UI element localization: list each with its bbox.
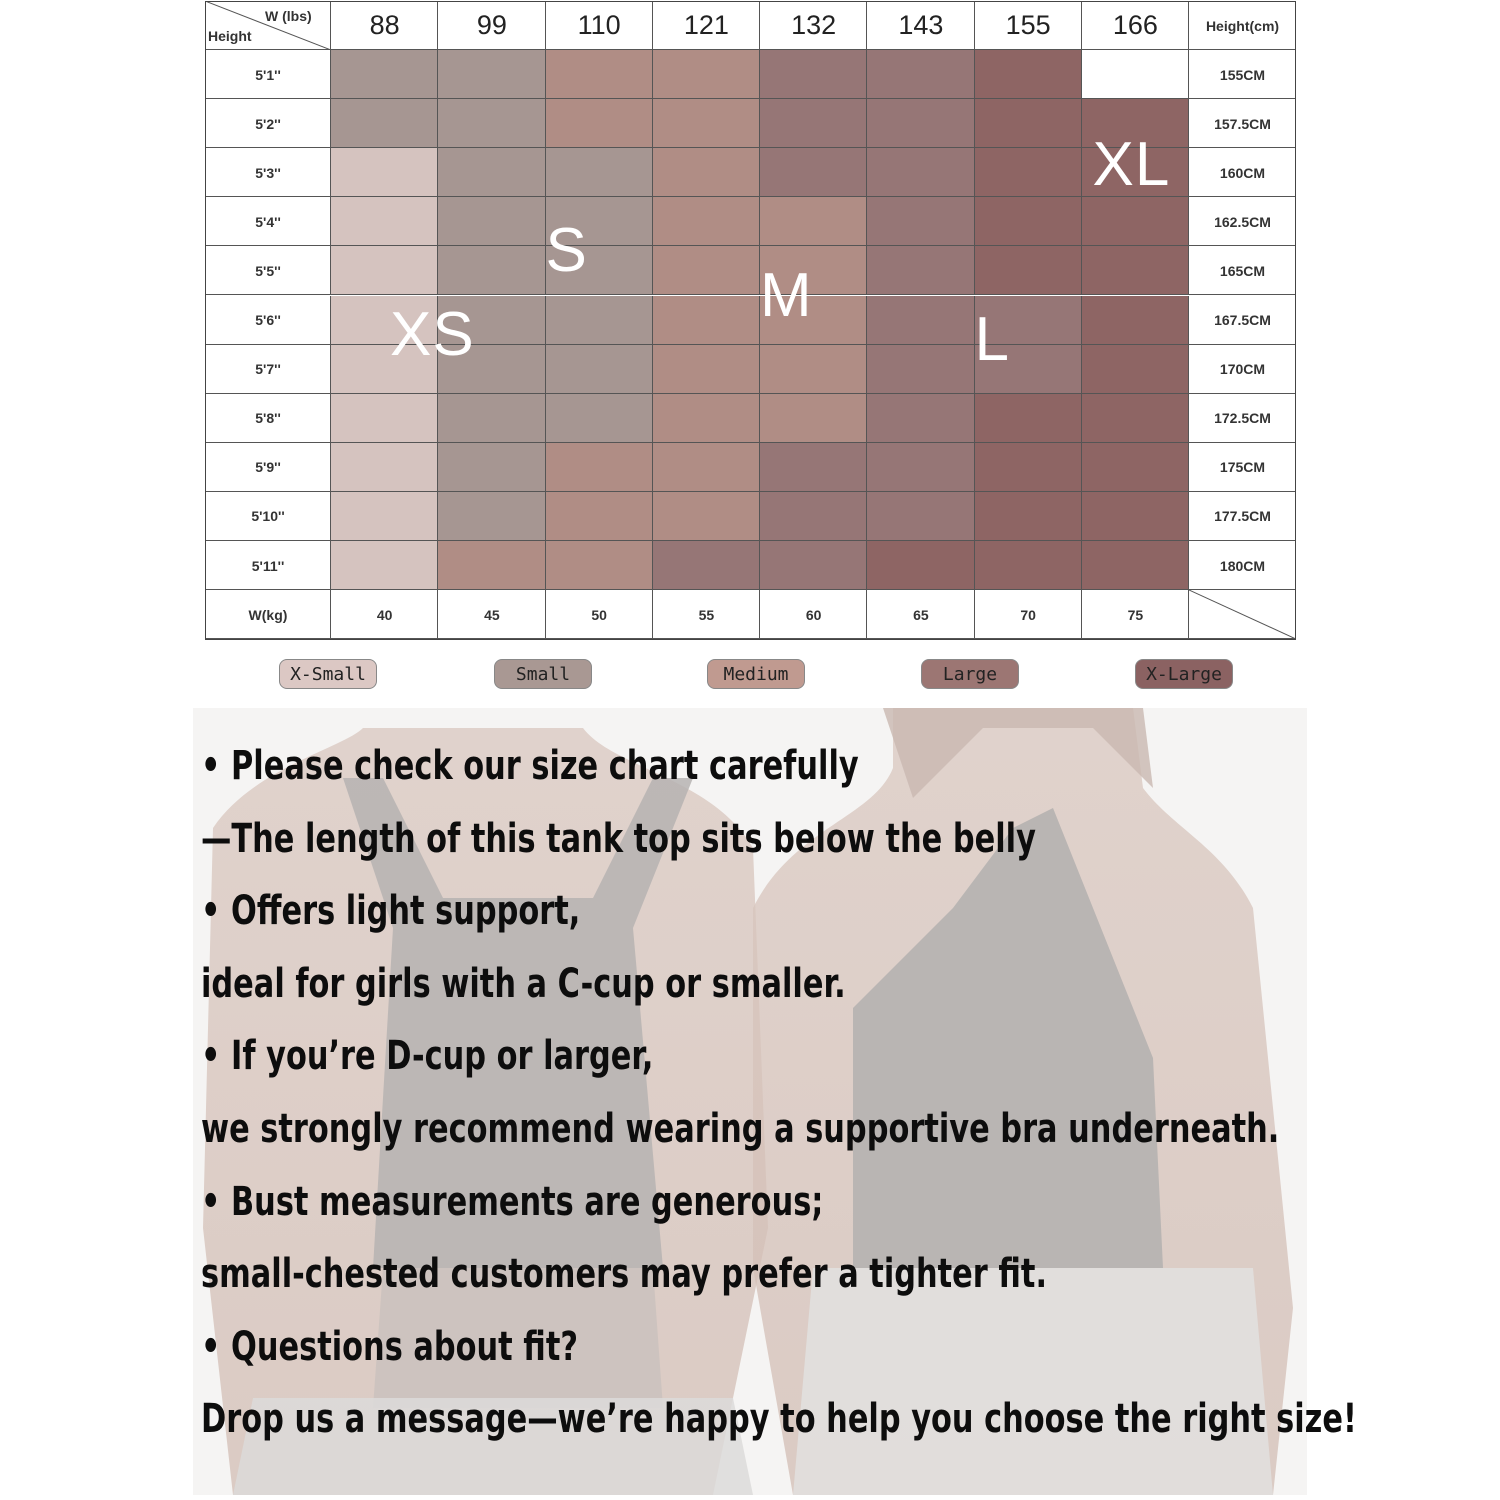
size-cell xyxy=(760,443,867,492)
size-cell xyxy=(653,492,760,541)
size-region-label: L xyxy=(974,304,1010,374)
size-cell xyxy=(975,99,1082,148)
size-legend xyxy=(0,655,1500,695)
footer-corner-diagonal xyxy=(1189,590,1296,639)
size-cell xyxy=(975,394,1082,443)
size-cell xyxy=(546,345,653,394)
legend-pill: Small xyxy=(494,659,592,689)
height-ft-label: 5'8'' xyxy=(255,410,281,427)
size-cell xyxy=(438,541,545,590)
size-cell xyxy=(975,197,1082,246)
size-region-label: XL xyxy=(1092,130,1171,200)
size-cell xyxy=(546,443,653,492)
size-cell xyxy=(867,345,974,394)
height-cm-label: 155CM xyxy=(1219,66,1266,83)
size-cell xyxy=(331,394,438,443)
legend-pill: Large xyxy=(921,659,1019,689)
size-cell xyxy=(653,148,760,197)
height-ft-label: 5'9'' xyxy=(255,459,281,476)
legend-pill: X-Large xyxy=(1135,659,1233,689)
height-cm-label: 167.5CM xyxy=(1214,312,1271,329)
size-cell xyxy=(438,99,545,148)
size-cell xyxy=(760,541,867,590)
size-cell xyxy=(760,345,867,394)
size-cell xyxy=(331,148,438,197)
size-cell xyxy=(546,541,653,590)
size-cell xyxy=(653,394,760,443)
size-cell xyxy=(867,296,974,345)
height-cm-label: 170CM xyxy=(1219,361,1266,378)
size-cell xyxy=(438,246,545,295)
weight-lbs-header: 110 xyxy=(577,10,621,40)
size-cell xyxy=(975,541,1082,590)
weight-kg-label: W(kg) xyxy=(248,606,288,623)
height-ft-label: 5'2'' xyxy=(255,115,281,132)
weight-kg-value: 65 xyxy=(913,606,929,623)
size-cell xyxy=(331,443,438,492)
size-cell xyxy=(1082,246,1189,295)
size-notes xyxy=(201,740,1357,1466)
size-cell xyxy=(1082,541,1189,590)
size-cell xyxy=(331,541,438,590)
size-cell xyxy=(653,345,760,394)
corner-weight-label: W (lbs) xyxy=(265,8,312,24)
note-line: Drop us a message—we’re happy to help you choose the right size! xyxy=(201,1396,1357,1443)
size-cell xyxy=(867,541,974,590)
size-cell xyxy=(867,99,974,148)
weight-kg-value: 75 xyxy=(1127,606,1144,623)
size-cell xyxy=(438,492,545,541)
size-cell xyxy=(653,541,760,590)
size-cell xyxy=(331,197,438,246)
height-cm-label: 165CM xyxy=(1219,262,1266,279)
size-cell xyxy=(975,246,1082,295)
size-cell xyxy=(331,99,438,148)
size-cell xyxy=(1082,197,1189,246)
legend-pill: Medium xyxy=(707,659,805,689)
size-cell xyxy=(653,197,760,246)
height-ft-label: 5'10'' xyxy=(251,508,285,525)
size-cell xyxy=(760,394,867,443)
size-cell xyxy=(546,50,653,99)
size-cell xyxy=(653,246,760,295)
note-line: small-chested customers may prefer a tighter fit. xyxy=(201,1251,1047,1298)
note-line: • If you’re D-cup or larger, xyxy=(201,1033,654,1080)
height-ft-label: 5'4'' xyxy=(255,213,281,230)
legend-pill: X-Small xyxy=(279,659,377,689)
height-ft-label: 5'3'' xyxy=(255,164,281,181)
note-line: • Offers light support, xyxy=(201,888,581,935)
size-cell xyxy=(975,50,1082,99)
size-cell xyxy=(1082,345,1189,394)
size-region-label: XS xyxy=(389,299,475,369)
weight-kg-value: 50 xyxy=(591,606,607,623)
note-line: we strongly recommend wearing a supportive bra underneath. xyxy=(201,1105,1280,1152)
height-ft-label: 5'1'' xyxy=(255,66,281,83)
size-cell xyxy=(760,197,867,246)
size-cell xyxy=(867,246,974,295)
size-cell xyxy=(1082,394,1189,443)
height-cm-label: 157.5CM xyxy=(1214,115,1271,132)
size-cell xyxy=(653,50,760,99)
size-cell xyxy=(438,394,545,443)
height-cm-header: Height(cm) xyxy=(1205,17,1280,34)
note-line: —The length of this tank top sits below the belly xyxy=(201,815,1036,862)
size-cell xyxy=(867,197,974,246)
note-line: • Please check our size chart carefully xyxy=(201,743,859,789)
size-cell xyxy=(438,443,545,492)
height-cm-label: 160CM xyxy=(1219,164,1266,181)
height-cm-label: 180CM xyxy=(1219,557,1266,574)
size-cell xyxy=(1082,443,1189,492)
height-cm-label: 177.5CM xyxy=(1214,508,1271,525)
size-cell xyxy=(546,148,653,197)
size-cell xyxy=(975,148,1082,197)
weight-lbs-header: 132 xyxy=(791,10,837,40)
weight-kg-value: 45 xyxy=(484,606,500,623)
size-cell xyxy=(653,443,760,492)
size-region-label: M xyxy=(760,260,813,330)
note-line: • Questions about fit? xyxy=(201,1323,578,1370)
weight-kg-value: 70 xyxy=(1020,606,1036,623)
size-cell xyxy=(867,148,974,197)
note-line: ideal for girls with a C-cup or smaller. xyxy=(201,960,846,1007)
height-ft-label: 5'5'' xyxy=(255,262,281,279)
size-cell xyxy=(438,197,545,246)
weight-lbs-header: 166 xyxy=(1112,10,1158,40)
size-cell xyxy=(867,394,974,443)
size-cell xyxy=(438,50,545,99)
size-cell xyxy=(1082,296,1189,345)
height-ft-label: 5'11'' xyxy=(251,557,285,574)
weight-kg-value: 55 xyxy=(698,606,715,623)
weight-lbs-header: 99 xyxy=(476,10,507,40)
size-cell xyxy=(867,443,974,492)
weight-lbs-header: 155 xyxy=(1005,10,1051,40)
size-cell xyxy=(653,99,760,148)
size-cell xyxy=(975,492,1082,541)
size-region-label: S xyxy=(545,216,588,286)
height-ft-label: 5'6'' xyxy=(255,312,281,329)
size-cell xyxy=(546,99,653,148)
size-grid xyxy=(205,1,1296,640)
weight-lbs-header: 143 xyxy=(898,10,944,40)
size-cell xyxy=(1082,50,1189,99)
size-cell xyxy=(546,394,653,443)
corner-height-label: Height xyxy=(208,28,252,44)
weight-kg-value: 40 xyxy=(376,606,393,623)
height-ft-label: 5'7'' xyxy=(255,361,281,378)
size-cell xyxy=(331,492,438,541)
size-cell xyxy=(1082,492,1189,541)
size-cell xyxy=(760,50,867,99)
size-cell xyxy=(760,148,867,197)
weight-kg-value: 60 xyxy=(805,606,822,623)
size-cell xyxy=(438,148,545,197)
height-cm-label: 172.5CM xyxy=(1214,410,1271,427)
size-cell xyxy=(760,492,867,541)
size-cell xyxy=(867,50,974,99)
size-cell xyxy=(546,492,653,541)
size-cell xyxy=(867,492,974,541)
size-cell xyxy=(975,443,1082,492)
size-cell xyxy=(760,99,867,148)
size-cell xyxy=(653,296,760,345)
size-cell xyxy=(331,50,438,99)
note-line: • Bust measurements are generous; xyxy=(201,1178,824,1225)
height-cm-label: 175CM xyxy=(1219,459,1266,476)
height-cm-label: 162.5CM xyxy=(1214,213,1271,230)
weight-lbs-header: 121 xyxy=(683,10,729,40)
size-cell xyxy=(546,296,653,345)
size-cell xyxy=(331,246,438,295)
weight-lbs-header: 88 xyxy=(369,10,400,40)
